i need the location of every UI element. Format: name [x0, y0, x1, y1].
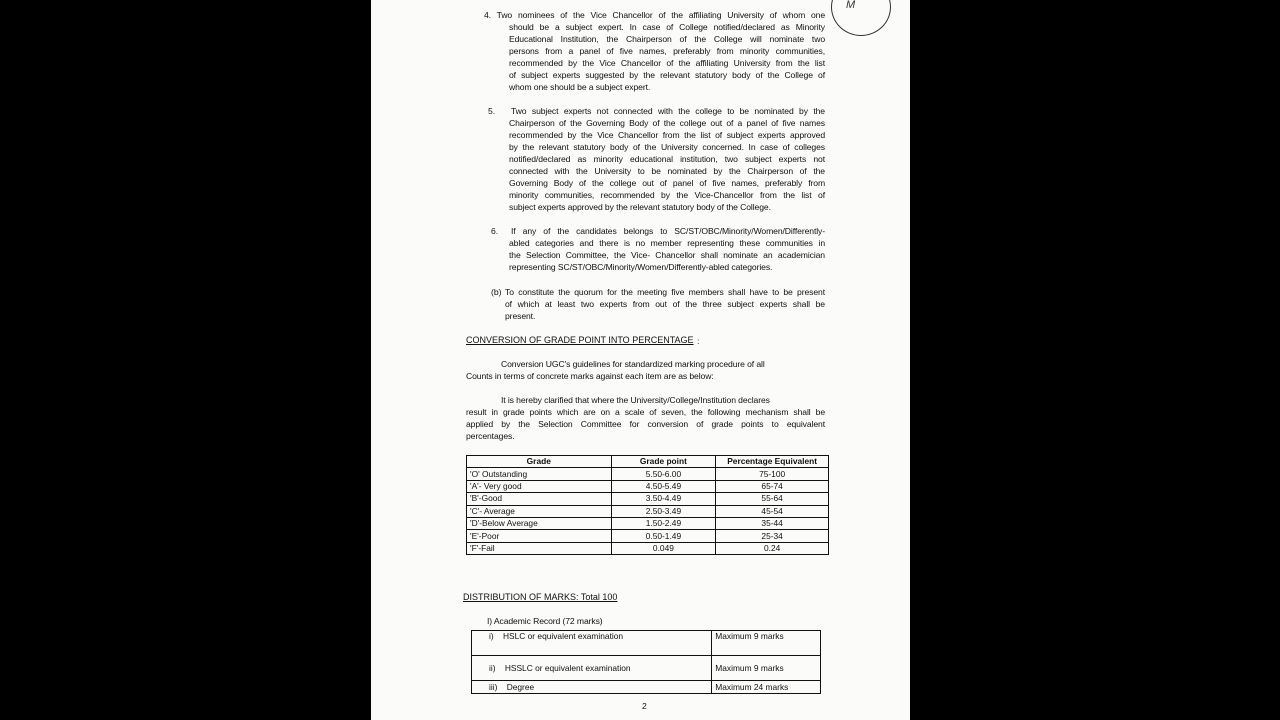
item-b-number: (b): [491, 287, 502, 297]
item-4-last-line: whom one should be a subject expert.: [509, 82, 651, 92]
grade-point-cell: 0.50-1.49: [611, 530, 716, 542]
signature-stamp: M: [831, 0, 891, 36]
conversion-para1-line1: Conversion UGC's guidelines for standardized marking procedure of all: [501, 359, 765, 369]
conversion-heading-colon: :: [697, 336, 700, 346]
item-6-line-1: abled categories and there is no member representing these communities in: [509, 238, 825, 248]
conversion-heading: CONVERSION OF GRADE POINT INTO PERCENTAGE: [466, 335, 694, 345]
grade-conversion-table: [466, 455, 829, 555]
percentage-cell: 75-100: [716, 468, 829, 480]
academic-record-subheading: I) Academic Record (72 marks): [487, 616, 603, 626]
item-5-line-1: Chairperson of the Governing Body of the college out of a panel of five names: [509, 118, 825, 128]
item-6-last-line: representing SC/ST/OBC/Minority/Women/Differently-abled categories.: [509, 262, 773, 272]
grade-point-cell: 4.50-5.49: [611, 480, 716, 492]
marks-item-label: HSSLC or equivalent examination: [504, 662, 631, 673]
grade-cell: 'B'-Good: [467, 493, 612, 505]
item-4-line-5: of subject experts suggested by the relevant statutory body of the College of: [509, 70, 825, 80]
grade-cell: 'D'-Below Average: [467, 517, 612, 529]
item-b-line-1: of which at least two experts from out of the three subject experts shall be: [505, 299, 825, 309]
table-row: [467, 480, 829, 492]
grade-cell: 'E'-Poor: [467, 530, 612, 542]
conversion-para2-line1: It is hereby clarified that where the University/College/Institution declares: [501, 395, 770, 405]
marks-item-number: i): [489, 631, 494, 641]
marks-item-number: iii): [489, 682, 498, 692]
page-number: 2: [642, 701, 647, 711]
item-5-number: 5.: [488, 106, 496, 116]
percentage-cell: 55-64: [716, 493, 829, 505]
item-6-number: 6.: [491, 226, 499, 236]
marks-max-cell: Maximum 24 marks: [712, 681, 821, 694]
marks-item-label: HSLC or equivalent examination: [502, 631, 624, 641]
item-4-first-line: 4. Two nominees of the Vice Chancellor of the affiliating University of whom one: [484, 10, 825, 20]
item-4-line-4: recommended by the Vice Chancellor of the affiliating University from the list: [509, 58, 825, 68]
marks-item-cell: [472, 656, 712, 681]
table-row: [472, 631, 821, 656]
item-5-line-4: notified/declared as minority educational institution, two subject experts not: [509, 154, 825, 164]
grade-cell: 'A'- Very good: [467, 480, 612, 492]
percentage-cell: 25-34: [716, 530, 829, 542]
distribution-heading: DISTRIBUTION OF MARKS: Total 100: [463, 592, 618, 602]
marks-item-cell: [472, 631, 712, 656]
table-row: [472, 681, 821, 694]
table-header-row: [467, 456, 829, 468]
column-header-grade-point: Grade point: [611, 456, 716, 468]
conversion-para2-line3: applied by the Selection Committee for conversion of grade points to equivalent: [466, 419, 825, 429]
table-row: [467, 493, 829, 505]
column-header-grade: Grade: [467, 456, 612, 468]
grade-point-cell: 2.50-3.49: [611, 505, 716, 517]
item-6-first-line: If any of the candidates belongs to SC/ST/OBC/Minority/Women/Differently-: [511, 226, 825, 236]
item-5-line-7: minority communities, recommended by the Vice-Chancellor from the list of: [509, 190, 825, 200]
item-4-line-2: Educational Institution, the Chairperson of the College will nominate two: [509, 34, 825, 44]
percentage-cell: 0.24: [716, 542, 829, 554]
item-4-line-3: persons from a panel of five names, preferably from minority communities,: [509, 46, 825, 56]
grade-point-cell: 5.50-6.00: [611, 468, 716, 480]
conversion-para1-line2: Counts in terms of concrete marks against each item are as below:: [466, 371, 714, 381]
table-row: [467, 517, 829, 529]
item-5-line-3: by the relevant statutory body of the University concerned. In case of colleges: [509, 142, 825, 152]
marks-max-cell: Maximum 9 marks: [712, 656, 821, 681]
grade-point-cell: 0.049: [611, 542, 716, 554]
item-6-line-2: the Selection Committee, the Vice- Chancellor shall nominate an academician: [509, 250, 825, 260]
percentage-cell: 35-44: [716, 517, 829, 529]
grade-cell: 'C'- Average: [467, 505, 612, 517]
item-5-first-line: Two subject experts not connected with the college to be nominated by the: [511, 106, 825, 116]
marks-item-label: Degree: [506, 682, 535, 692]
marks-distribution-table: [471, 630, 821, 694]
marks-item-cell: [472, 681, 712, 694]
item-b-last-line: present.: [505, 311, 536, 321]
grade-cell: 'F'-Fail: [467, 542, 612, 554]
table-row: [467, 468, 829, 480]
marks-item-number: ii): [489, 662, 496, 673]
item-5-line-2: recommended by the Vice Chancellor from the list of subject experts approved: [509, 130, 825, 140]
item-5-last-line: subject experts approved by the relevant statutory body of the College.: [509, 202, 771, 212]
item-b-first-line: To constitute the quorum for the meeting five members shall have to be present: [505, 287, 825, 297]
grade-point-cell: 3.50-4.49: [611, 493, 716, 505]
column-header-percentage: Percentage Equivalent: [716, 456, 829, 468]
percentage-cell: 65-74: [716, 480, 829, 492]
table-row: [467, 505, 829, 517]
grade-cell: 'O' Outstanding: [467, 468, 612, 480]
item-5-line-5: connected with the University to be nominated by the Chairperson of the: [509, 166, 825, 176]
percentage-cell: 45-54: [716, 505, 829, 517]
table-row: [467, 530, 829, 542]
marks-max-cell: Maximum 9 marks: [712, 631, 821, 656]
conversion-para2-line2: result in grade points which are on a scale of seven, the following mechanism shall be: [466, 407, 825, 417]
grade-point-cell: 1.50-2.49: [611, 517, 716, 529]
document-page: [371, 0, 910, 720]
item-4-line-1: should be a subject expert. In case of College notified/declared as Minority: [509, 22, 825, 32]
item-5-line-6: Governing Body of the college out of panel of five names, preferably from: [509, 178, 825, 188]
conversion-para2-line4: percentages.: [466, 431, 515, 441]
table-row: [472, 656, 821, 681]
table-row: [467, 542, 829, 554]
